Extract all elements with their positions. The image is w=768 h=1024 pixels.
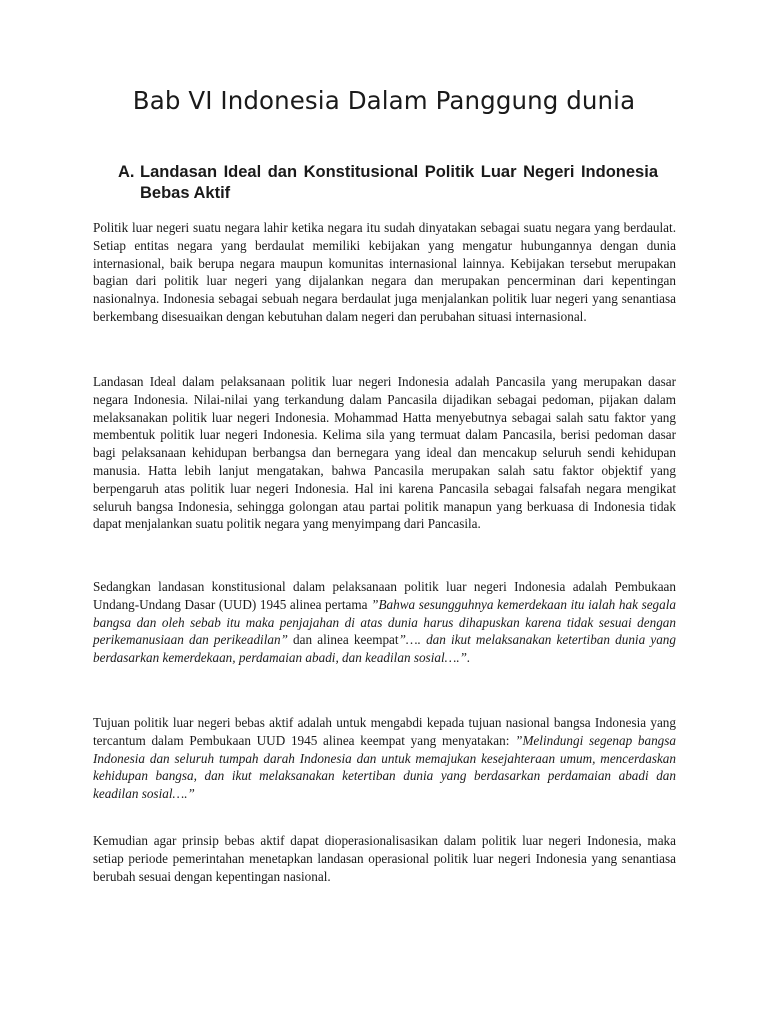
paragraph-2: Landasan Ideal dalam pelaksanaan politik luar negeri Indonesia adalah Pancasila yang merupakan dasar negara Indonesia. Nilai-nilai yang terkandung dalam Pancasila dijadikan sebagai pedoman, pijakan dalam melaksanakan politik luar negeri Indonesia. Mohammad Hatta menyebutnya sebagai salah satu faktor yang membentuk politik luar negeri Indonesia. Kelima sila yang termuat dalam Pancasila, berisi pedoman dasar bagi pelaksanaan kehidupan berbangsa dan bernegara yang ideal dan mencakup seluruh sendi kehidupan manusia. Hatta lebih lanjut mengatakan, bahwa Pancasila merupakan salah satu faktor objektif yang berpengaruh atas politik luar negeri Indonesia. Hal ini karena Pancasila sebagai falsafah negara mengikat seluruh bangsa Indonesia, sehingga golongan atau partai politik manapun yang berkuasa di Indonesia tidak dapat menjalankan suatu politik negara yang menyimpang dari Pancasila. <box>93 374 676 532</box>
paragraph-5: Kemudian agar prinsip bebas aktif dapat dioperasionalisasikan dalam politik luar negeri Indonesia, maka setiap periode pemerintahan menetapkan landasan operasional politik luar negeri Indonesia yang senantiasa berubah sesuai dengan kepentingan nasional. <box>93 833 676 884</box>
paragraph-3-text-c: dan alinea keempat <box>287 632 399 648</box>
paragraph-3-quote-2: ”…. dan ikut melaksanakan ketertiban dunia yang berdasarkan kemerdekaan, perdamaian abadi, dan keadilan sosial….”. <box>93 632 676 666</box>
paragraph-1: Politik luar negeri suatu negara lahir ketika negara itu sudah dinyatakan sebagai suatu negara yang berdaulat. Setiap entitas negara yang berdaulat memiliki kebijakan yang mengatur hubungannya dengan dunia internasional, baik berupa negara maupun komunitas internasional lainnya. Kebijakan tersebut merupakan bagian dari politik luar negeri yang dijalankan negara dan merupakan pencerminan dari kepentingan nasionalnya. Indonesia sebagai sebuah negara berdaulat juga menjalankan politik luar negeri yang senantiasa berkembang disesuaikan dengan kebutuhan dalam negeri dan perubahan situasi internasional. <box>93 220 676 324</box>
paragraph-4 <box>93 714 676 803</box>
paragraph-4-text-a: Tujuan politik luar negeri bebas aktif adalah untuk mengabdi kepada tujuan nasional bangsa Indonesia yang tercantum dalam Pembukaan UUD 1945 alinea keempat yang menyatakan: <box>93 715 676 748</box>
section-heading-text: Landasan Ideal dan Konstitusional Politik Luar Negeri Indonesia Bebas Aktif <box>140 163 658 202</box>
paragraph-3-quote-1: ”Bahwa sesungguhnya kemerdekaan itu ialah hak segala bangsa dan oleh sebab itu maka penjajahan di atas dunia harus dihapuskan karena tidak sesuai dengan perikemanusiaan dan perikeadilan” <box>93 596 677 648</box>
paragraph-3-text-a: Sedangkan landasan konstitusional dalam pelaksanaan politik luar negeri Indonesia adalah Pembukaan Undang-Undang Dasar (UUD) 1945 alinea pertama <box>93 579 676 612</box>
section-number: A. <box>118 163 135 181</box>
page-title: Bab VI Indonesia Dalam Panggung dunia <box>132 86 636 115</box>
paragraph-3 <box>93 578 676 667</box>
section-heading <box>118 162 658 204</box>
paragraph-4-quote: ”Melindungi segenap bangsa Indonesia dan seluruh tumpah darah Indonesia dan untuk memajukan kesejahteraan umum, mencerdaskan kehidupan bangsa, dan ikut melaksanakan ketertiban dunia yang berdasarkan perdamaian abadi dan keadilan sosial….” <box>93 732 677 802</box>
